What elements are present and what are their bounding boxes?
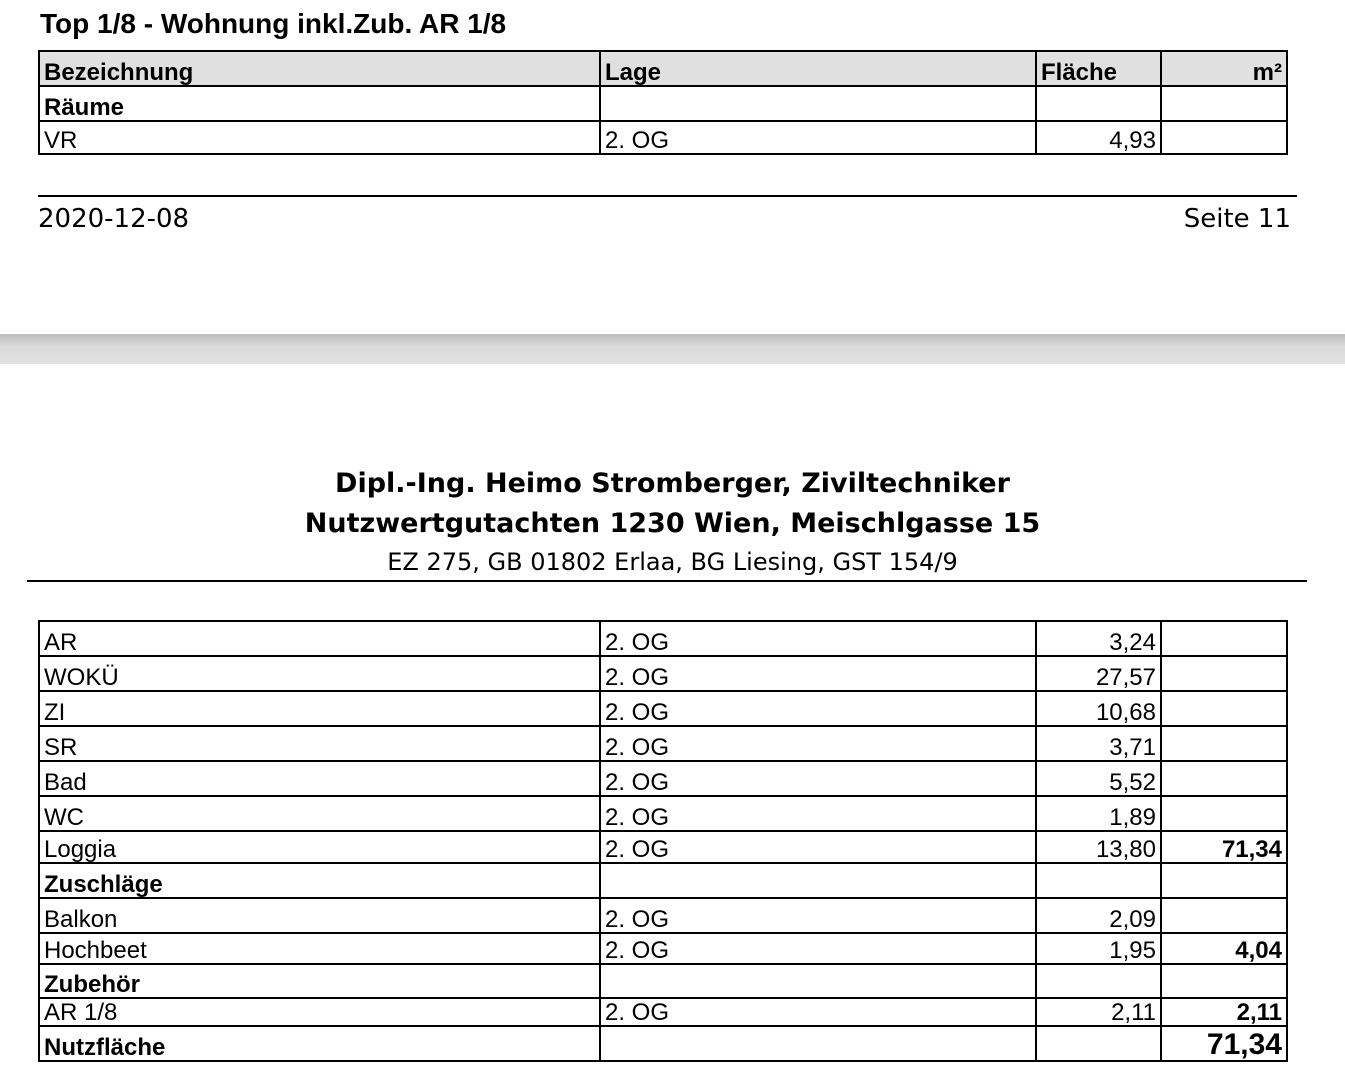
cell-bezeichnung: Bad — [39, 761, 600, 796]
cell-bezeichnung: Hochbeet — [39, 933, 600, 964]
cell-flaeche: 3,71 — [1036, 726, 1161, 761]
cell-lage: 2. OG — [600, 998, 1036, 1026]
cell-bezeichnung: WOKÜ — [39, 656, 600, 691]
footer-page-number: Seite 11 — [1183, 204, 1291, 234]
cell-lage: 2. OG — [600, 656, 1036, 691]
table-header-row — [39, 51, 1287, 86]
cell-m2: 71,34 — [1161, 831, 1287, 863]
cell-bezeichnung: Loggia — [39, 831, 600, 863]
cell-flaeche: 4,93 — [1036, 121, 1161, 154]
total-row — [39, 1026, 1287, 1061]
cell-m2 — [1161, 796, 1287, 831]
table-row — [39, 621, 1287, 656]
cell-lage: 2. OG — [600, 796, 1036, 831]
page-separator — [0, 334, 1345, 364]
total-label: Nutzfläche — [39, 1026, 600, 1061]
cell-m2 — [1161, 761, 1287, 796]
section-label-zuschlaege: Zuschläge — [39, 863, 600, 898]
section-row-zuschlaege — [39, 863, 1287, 898]
cell-m2: 4,04 — [1161, 933, 1287, 964]
cell-lage: 2. OG — [600, 831, 1036, 863]
cell-bezeichnung: SR — [39, 726, 600, 761]
header-bezeichnung: Bezeichnung — [39, 51, 600, 86]
cell-lage: 2. OG — [600, 121, 1036, 154]
table-row — [39, 831, 1287, 863]
letterhead-divider — [27, 580, 1307, 582]
table-row — [39, 121, 1287, 154]
letterhead-name: Dipl.-Ing. Heimo Stromberger, Ziviltechniker — [335, 468, 1010, 499]
footer-divider — [38, 195, 1297, 197]
area-table-page2 — [38, 620, 1288, 1062]
cell-bezeichnung: AR — [39, 621, 600, 656]
cell-flaeche: 2,09 — [1036, 898, 1161, 933]
cell-bezeichnung: ZI — [39, 691, 600, 726]
header-m2: m² — [1161, 51, 1287, 86]
cell-flaeche: 1,89 — [1036, 796, 1161, 831]
cell-m2: 2,11 — [1161, 998, 1287, 1026]
letterhead-address: Nutzwertgutachten 1230 Wien, Meischlgasse 15 — [304, 508, 1041, 539]
cell-flaeche: 1,95 — [1036, 933, 1161, 964]
table-row — [39, 761, 1287, 796]
cell-m2 — [1161, 898, 1287, 933]
cell-bezeichnung: Balkon — [39, 898, 600, 933]
table-row — [39, 796, 1287, 831]
document-title: Top 1/8 - Wohnung inkl.Zub. AR 1/8 — [40, 8, 507, 39]
section-label-raeume: Räume — [39, 86, 600, 121]
table-row — [39, 898, 1287, 933]
cell-flaeche: 27,57 — [1036, 656, 1161, 691]
total-value: 71,34 — [1161, 1026, 1287, 1061]
cell-lage: 2. OG — [600, 933, 1036, 964]
cell-bezeichnung: WC — [39, 796, 600, 831]
table-row — [39, 656, 1287, 691]
cell-bezeichnung: AR 1/8 — [39, 998, 600, 1026]
footer-date: 2020-12-08 — [38, 204, 190, 234]
section-row-raeume — [39, 86, 1287, 121]
header-flaeche: Fläche — [1036, 51, 1161, 86]
cell-m2 — [1161, 621, 1287, 656]
cell-bezeichnung: VR — [39, 121, 600, 154]
area-table-page1 — [38, 50, 1288, 155]
cell-m2 — [1161, 656, 1287, 691]
cell-flaeche: 3,24 — [1036, 621, 1161, 656]
cell-m2 — [1161, 121, 1287, 154]
cell-lage: 2. OG — [600, 761, 1036, 796]
table-row — [39, 998, 1287, 1026]
cell-lage: 2. OG — [600, 726, 1036, 761]
table-row — [39, 933, 1287, 964]
table-row — [39, 691, 1287, 726]
cell-flaeche: 5,52 — [1036, 761, 1161, 796]
cell-m2 — [1161, 691, 1287, 726]
cell-flaeche: 13,80 — [1036, 831, 1161, 863]
cell-flaeche: 10,68 — [1036, 691, 1161, 726]
table-row — [39, 726, 1287, 761]
cell-lage: 2. OG — [600, 898, 1036, 933]
header-lage: Lage — [600, 51, 1036, 86]
cell-lage: 2. OG — [600, 691, 1036, 726]
letterhead-property: EZ 275, GB 01802 Erlaa, BG Liesing, GST 154/9 — [387, 548, 958, 576]
cell-m2 — [1161, 726, 1287, 761]
section-label-zubehoer: Zubehör — [39, 964, 600, 998]
section-row-zubehoer — [39, 964, 1287, 998]
cell-flaeche: 2,11 — [1036, 998, 1161, 1026]
cell-lage: 2. OG — [600, 621, 1036, 656]
